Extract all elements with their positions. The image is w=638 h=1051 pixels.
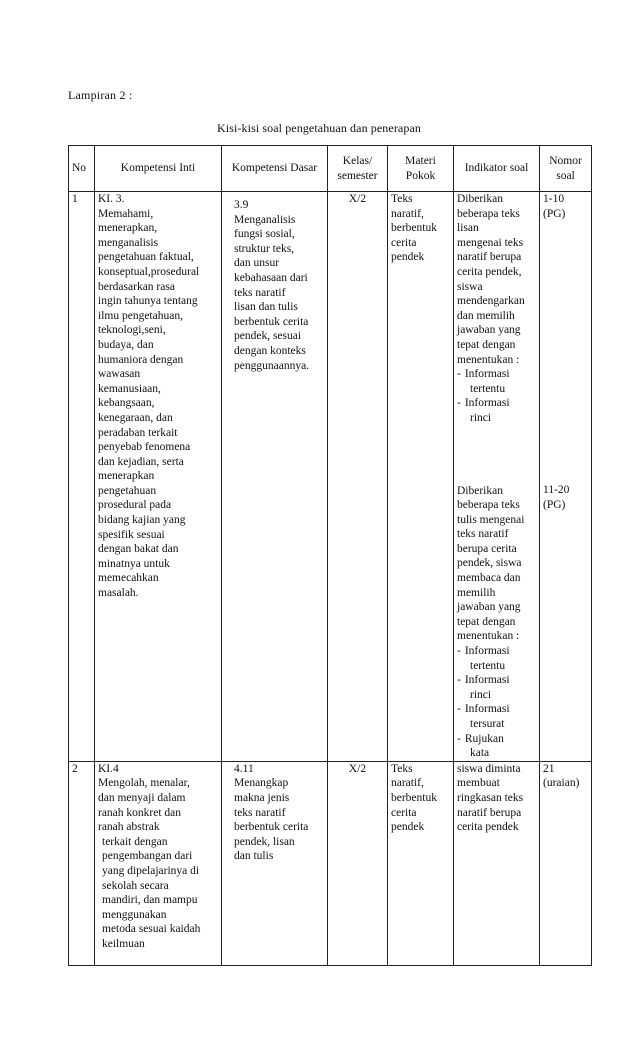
text-line: sekolah secara — [102, 879, 169, 892]
text-line: Teks — [391, 193, 413, 205]
text-line: lisan — [457, 222, 479, 235]
text-line: pendek, lisan — [234, 835, 295, 848]
text-line: 1-10 — [543, 193, 565, 205]
text-line: tepat dengan — [457, 615, 516, 628]
text-line: kenegaraan, dan — [98, 411, 173, 424]
text-line: penyebab fenomena — [98, 441, 191, 454]
text-line: teks naratif — [234, 286, 286, 299]
bullet-text: Informasi — [464, 674, 510, 687]
bullet-line: kata — [470, 747, 490, 760]
text-line: Menangkap — [234, 777, 289, 790]
bullet-text: Rujukan — [464, 732, 504, 745]
bullet-text: Informasi — [464, 397, 510, 410]
row1-nomor-a — [543, 192, 588, 221]
text-line: Diberikan — [457, 193, 503, 205]
text-line: teks naratif — [457, 528, 509, 541]
row1-materi-lines — [391, 192, 450, 265]
text-line: menentukan : — [457, 630, 520, 643]
header-no: No — [69, 146, 95, 192]
text-line: jawaban yang — [457, 324, 521, 337]
text-line: konseptual,prosedural — [98, 265, 200, 278]
row1-indikator-a-lines — [457, 192, 536, 367]
text-line: wawasan — [98, 368, 141, 381]
text-line: tepat dengan — [457, 338, 516, 351]
text-line: jawaban yang — [457, 601, 521, 614]
text-line: Mengolah, menalar, — [98, 777, 190, 790]
row2-nomor-lines — [543, 762, 588, 791]
text-line: kemanusiaan, — [98, 382, 161, 395]
header-kompetensi-dasar: Kompetensi Dasar — [222, 146, 328, 192]
header-nomor-line2: soal — [556, 169, 575, 182]
text-line: membaca dan — [457, 572, 521, 585]
bullet-mark: - — [457, 645, 461, 658]
kisi-kisi-table — [68, 145, 592, 966]
header-kelas-line2: semester — [337, 169, 378, 182]
text-line: menganalisis — [98, 236, 159, 249]
row1-indikator-soal — [454, 192, 540, 762]
text-line: ranah konkret dan — [98, 806, 182, 819]
text-line: menggunakan — [102, 908, 167, 921]
text-line: menerapkan — [98, 470, 155, 483]
text-line: lisan dan tulis — [234, 301, 298, 314]
text-line: siswa diminta — [457, 762, 521, 775]
row1-indikator-b-bullets — [457, 644, 536, 761]
text-line: peradaban terkait — [98, 426, 178, 439]
text-line: mendengarkan — [457, 295, 525, 308]
text-line: ilmu pengetahuan, — [98, 309, 183, 322]
bullet-line: rinci — [470, 688, 492, 701]
row2-kd-lines — [225, 762, 324, 864]
text-line: budaya, dan — [98, 338, 154, 351]
text-line: (PG) — [543, 498, 566, 511]
row2-kompetensi-dasar — [222, 761, 328, 965]
text-line: spesifik sesuai — [98, 528, 165, 541]
text-line: memecahkan — [98, 572, 159, 585]
text-line: Teks — [391, 762, 413, 775]
text-line: Menganalisis — [234, 213, 296, 226]
text-line: menerapkan, — [98, 222, 158, 235]
text-line: kebangsaan, — [98, 397, 155, 410]
row1-no: 1 — [69, 192, 95, 762]
row1-kompetensi-inti — [95, 192, 222, 762]
row1-materi-pokok — [388, 192, 454, 762]
text-line: cerita — [391, 806, 417, 819]
text-line: yang dipelajarinya di — [102, 864, 200, 877]
text-line: masalah. — [98, 587, 139, 600]
text-line: menentukan : — [457, 353, 520, 366]
text-line: mandiri, dan mampu — [102, 894, 198, 907]
bullet-line — [457, 673, 536, 688]
header-materi-line1: Materi — [405, 154, 436, 167]
text-line: tulis mengenai — [457, 513, 525, 526]
text-line: metoda sesuai kaidah — [102, 923, 201, 936]
nomor-spacer — [543, 221, 588, 483]
row2-ki-lines — [98, 762, 218, 952]
bullet-mark: - — [457, 732, 461, 745]
text-line: dan memilih — [457, 309, 515, 322]
text-line: penggunaannya. — [234, 359, 310, 372]
row1-kelas-semester: X/2 — [328, 192, 388, 762]
text-line: dengan bakat dan — [98, 543, 179, 556]
row1-indikator-a-bullets — [457, 367, 536, 425]
text-line: teks naratif — [234, 806, 286, 819]
bullet-mark: - — [457, 397, 461, 410]
bullet-line: tersurat — [470, 718, 505, 730]
row1-nomor-soal — [540, 192, 592, 762]
bullet-line — [457, 702, 536, 717]
bullet-line — [457, 396, 536, 411]
row2-indikator-soal — [454, 761, 540, 965]
text-line: KI. 3. — [98, 193, 125, 205]
text-line: cerita pendek — [457, 821, 519, 834]
row2-materi-lines — [391, 762, 450, 835]
row1-ki-lines — [98, 192, 218, 601]
text-line: berbentuk — [391, 222, 437, 235]
bullet-line — [457, 732, 536, 747]
row2-kompetensi-inti — [95, 761, 222, 965]
text-line: terkait dengan — [102, 835, 168, 848]
row2-no: 2 — [69, 761, 95, 965]
indikator-spacer — [457, 426, 536, 484]
header-materi-line2: Pokok — [405, 169, 436, 182]
text-line: pendek, siswa — [457, 557, 522, 570]
text-line: membuat — [457, 777, 500, 790]
text-line: naratif, — [391, 777, 424, 790]
text-line: struktur teks, — [234, 242, 295, 255]
text-line: pengetahuan — [98, 484, 157, 497]
bullet-text: Informasi — [464, 368, 510, 381]
bullet-text: Informasi — [464, 703, 510, 716]
row2-indikator-lines — [457, 762, 536, 835]
text-line: ringkasan teks — [457, 791, 524, 804]
text-line: naratif berupa — [457, 806, 522, 819]
document-title: Kisi-kisi soal pengetahuan dan penerapan — [217, 121, 421, 135]
row2-nomor-soal — [540, 761, 592, 965]
row1-kd-lines — [225, 192, 324, 373]
row1-kompetensi-dasar — [222, 192, 328, 762]
text-line: naratif berupa — [457, 251, 522, 264]
text-line: (PG) — [543, 207, 566, 220]
appendix-label: Lampiran 2 : — [68, 88, 133, 102]
header-kelas-semester — [328, 146, 388, 192]
header-nomor-soal — [540, 146, 592, 192]
bullet-line: rinci — [470, 411, 492, 424]
bullet-mark: - — [457, 703, 461, 716]
text-line: minatnya untuk — [98, 557, 170, 570]
header-indikator-soal: Indikator soal — [454, 146, 540, 192]
text-line: pendek, sesuai — [234, 330, 302, 343]
table-row — [69, 192, 592, 762]
bullet-mark: - — [457, 368, 461, 381]
text-line: cerita — [391, 236, 417, 249]
bullet-line — [457, 644, 536, 659]
text-line: pengembangan dari — [102, 850, 193, 863]
text-line: pendek — [391, 251, 425, 264]
text-line: dan kejadian, serta — [98, 455, 184, 468]
text-line: pendek — [391, 821, 425, 834]
text-line: naratif, — [391, 207, 424, 220]
text-line: teknologi,seni, — [98, 324, 166, 337]
header-kelas-line1: Kelas/ — [342, 154, 373, 167]
text-line: dan menyaji dalam — [98, 791, 186, 804]
text-line: prosedural pada — [98, 499, 172, 512]
row2-kelas-semester: X/2 — [328, 761, 388, 965]
text-line: humaniora dengan — [98, 353, 184, 366]
table-header-row — [69, 146, 592, 192]
table-row — [69, 761, 592, 965]
text-line: 4.11 — [234, 762, 254, 775]
text-line: bidang kajian yang — [98, 514, 186, 527]
text-line: keilmuan — [102, 937, 145, 950]
bullet-line: tertentu — [470, 382, 506, 395]
text-line: makna jenis — [234, 791, 290, 804]
row1-nomor-b — [543, 483, 588, 512]
text-line: cerita pendek, — [457, 265, 522, 278]
text-line: siswa — [457, 280, 483, 293]
text-line: berbentuk cerita — [234, 821, 309, 834]
text-line: berbentuk cerita — [234, 315, 309, 328]
text-line: Memahami, — [98, 207, 154, 220]
bullet-line: tertentu — [470, 659, 506, 672]
text-line: dan tulis — [234, 850, 274, 863]
text-line: ranah abstrak — [98, 821, 160, 834]
text-line: mengenai teks — [457, 236, 524, 249]
bullet-mark: - — [457, 674, 461, 687]
text-line: berbentuk — [391, 791, 437, 804]
text-line: ingin tahunya tentang — [98, 295, 198, 308]
row2-materi-pokok — [388, 761, 454, 965]
bullet-line — [457, 367, 536, 382]
text-line: 21 — [543, 762, 555, 775]
header-materi-pokok — [388, 146, 454, 192]
header-kompetensi-inti: Kompetensi Inti — [95, 146, 222, 192]
text-line: kebahasaan dari — [234, 271, 308, 284]
text-line: dan unsur — [234, 257, 280, 270]
text-line: beberapa teks — [457, 499, 520, 512]
header-nomor-line1: Nomor — [549, 154, 582, 167]
text-line: berupa cerita — [457, 542, 517, 555]
text-line: 3.9 — [234, 199, 249, 211]
text-line: fungsi sosial, — [234, 228, 295, 241]
text-line: memilih — [457, 586, 496, 599]
text-line: beberapa teks — [457, 207, 520, 220]
text-line: 11-20 — [543, 484, 570, 497]
text-line: KI.4 — [98, 762, 119, 775]
text-line: Diberikan — [457, 484, 503, 497]
text-line: (uraian) — [543, 777, 580, 790]
bullet-text: Informasi — [464, 645, 510, 658]
text-line: pengetahuan faktual, — [98, 251, 194, 264]
text-line: dengan konteks — [234, 344, 306, 357]
row1-indikator-b-lines — [457, 484, 536, 645]
text-line: berdasarkan rasa — [98, 280, 175, 293]
